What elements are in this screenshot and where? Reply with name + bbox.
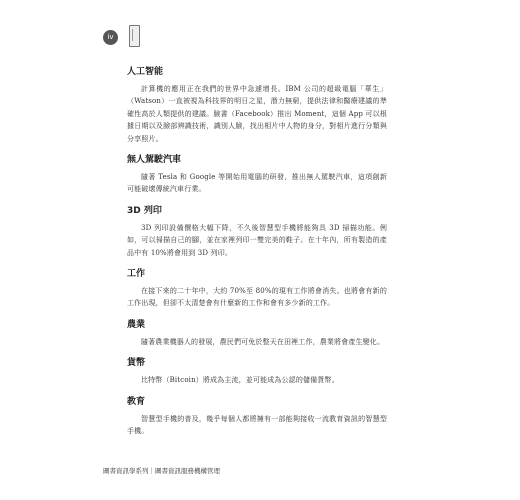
book-icon: [129, 25, 140, 47]
section-education: [127, 396, 387, 438]
section-heading: 貨幣: [127, 358, 146, 369]
section-heading: 人工智能: [127, 67, 164, 77]
section-3d-printing: [127, 205, 387, 259]
section-paragraph: 3D 列印設備價格大幅下降，不久後智慧型手機將能夠具 3D 掃描功能。例如，可以掃描自己的腳，並在家裡列印一雙完美的鞋子。在十年內，所有製造的產品中有 10%將會用到 3D 列印。: [127, 223, 387, 257]
page-number-badge: iv: [103, 30, 118, 45]
section-heading: 教育: [127, 396, 146, 407]
section-paragraph: 計算機的應用正在我們的世界中急遽增長。IBM 公司的超級電腦「華生」（Watson）一直被視為科技界的明日之星，潛力無窮，提供法律和醫療建議的準確性高於人類提供的建議。臉書（Facebook）推出 Moment，這個 App 可以根據日期以及臉部辨識技術，識別人臉，找出相片中人物的身分，對相片進行分類與分享照片。: [127, 85, 387, 143]
section-paragraph: 比特幣（Bitcoin）將成為主流，並可能成為公認的儲備貨幣。: [141, 376, 339, 385]
section-paragraph: 在接下來的二十年中，大約 70%至 80%的現有工作將會消失。也將會有新的工作出現，但卻不太清楚會有什麼新的工作和會有多少新的工作。: [127, 287, 387, 308]
section-currency: [127, 357, 387, 386]
section-heading: 無人駕駛汽車: [127, 155, 182, 166]
section-heading: 3D 列印: [127, 205, 162, 216]
section-driverless-cars: [127, 154, 387, 196]
article-body: [127, 66, 387, 447]
section-paragraph: 智慧型手機的普及，幾乎每個人都將擁有一部能夠接收一流教育資訊的智慧型手機。: [127, 414, 387, 436]
page-footer: 圖書資訊學系列｜圖書資訊服務機構管理: [103, 467, 220, 475]
section-heading: 農業: [127, 319, 146, 330]
section-paragraph: 隨著農業機器人的發展，農民們可免於整天在田裡工作，農業將會產生變化。: [141, 337, 385, 346]
section-ai: [127, 66, 387, 145]
section-jobs: [127, 268, 387, 310]
section-heading: 工作: [127, 269, 146, 280]
section-agriculture: [127, 319, 387, 348]
section-paragraph: 隨著 Tesla 和 Google 等開始用電腦的研發，推出無人駕駛汽車，這項創新可能破壞傳統汽車行業。: [127, 173, 387, 194]
